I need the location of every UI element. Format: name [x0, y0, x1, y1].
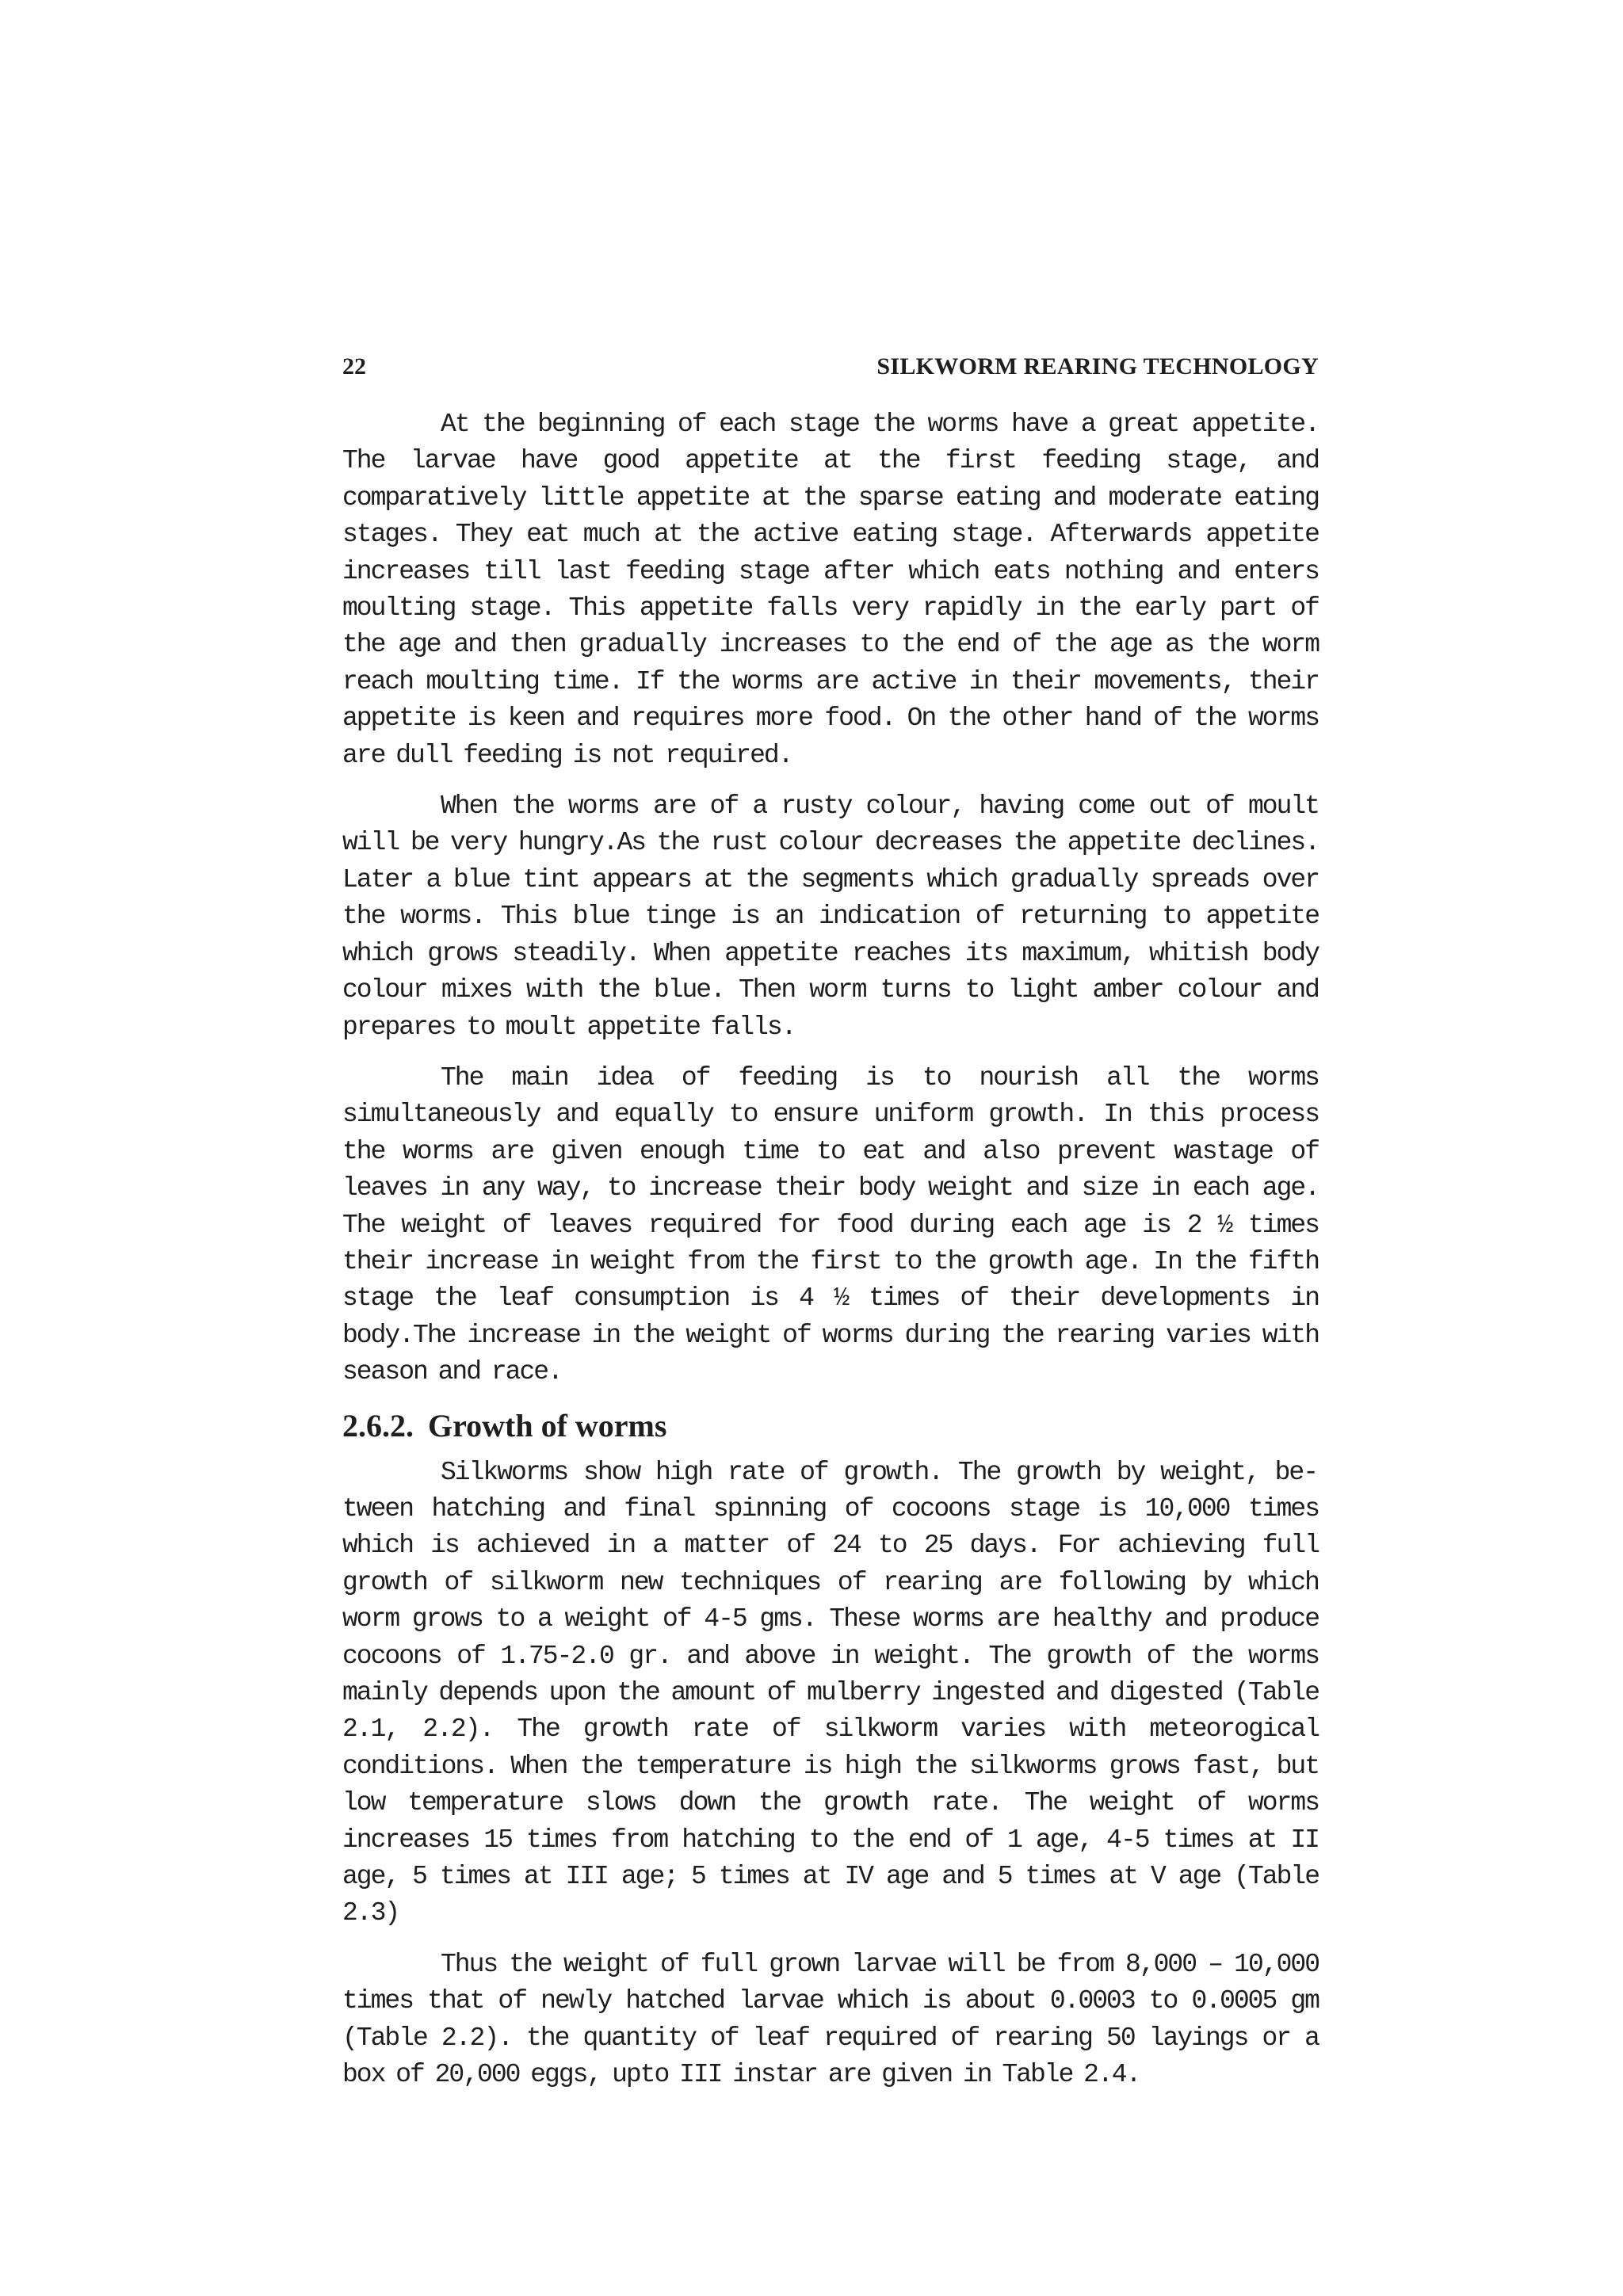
page-header	[342, 347, 1319, 387]
running-title: SILKWORM REARING TECHNOLOGY	[876, 353, 1319, 379]
section-title: Growth of worms	[428, 1407, 667, 1444]
body-paragraph: Silkworms show high rate of growth. The growth by weight, between hatching and final spinning of cocoons stage is 10,000 times which is achieved in a matter of 24 to 25 days. For achieving full growth of silkworm new techniques of rearing are following by which worm grows to a weight of 4-5 gms. These worms are healthy and produce cocoons of 1.75-2.0 gr. and above in weight. The growth of the worms mainly depends upon the amount of mulberry ingested and digested (Table 2.1, 2.2). The growth rate of silkworm varies with meteorogical conditions. When the temperature is high the silkworms grows fast, but low temperature slows down the growth rate. The weight of worms increases 15 times from hatching to the end of 1 age, 4-5 times at II age, 5 times at III age; 5 times at IV age and 5 times at V age (Table 2.3)	[342, 1457, 1319, 1928]
body-paragraph: The main idea of feeding is to nourish all the worms simultaneously and equally to ensure uniform growth. In this process the worms are given enough time to eat and also prevent wastage of leaves in any way, to increase their body weight and size in each age. The weight of leaves required for food during each age is 2 ½ times their increase in weight from the first to the growth age. In the fifth stage the leaf consumption is 4 ½ times of their developments in body.The increase in the weight of worms during the rearing varies with season and race.	[342, 1062, 1319, 1387]
body-paragraph: When the worms are of a rusty colour, having come out of moult will be very hungry.As the rust colour decreases the appetite declines. Later a blue tint appears at the segments which gradually spreads over the worms. This blue tinge is an indication of returning to appetite which grows steadily. When appetite reaches its maximum, whitish body colour mixes with the blue. Then worm turns to light amber colour and prepares to moult appetite falls.	[342, 791, 1319, 1042]
body-paragraph: At the beginning of each stage the worms have a great appetite. The larvae have good appetite at the first feeding stage, and comparatively little appetite at the sparse eating and moderate eating stages. They eat much at the active eating stage. Afterwards appetite increases till last feeding stage after which eats nothing and enters moulting stage. This appetite falls very rapidly in the early part of the age and then gradually increases to the end of the age as the worm reach moulting time. If the worms are active in their movements, their appetite is keen and requires more food. On the other hand of the worms are dull feeding is not required.	[342, 410, 1319, 770]
page-number: 22	[342, 353, 366, 379]
body-paragraph: Thus the weight of full grown larvae will be from 8,000 – 10,000 times that of newly hatched larvae which is about 0.0003 to 0.0005 gm (Table 2.2). the quantity of leaf required of rearing 50 layings or a box of 20,000 eggs, upto III instar are given in Table 2.4.	[342, 1949, 1319, 2090]
page-body	[342, 406, 1319, 2107]
section-number: 2.6.2.	[342, 1407, 414, 1444]
section-heading	[342, 1405, 1319, 1447]
